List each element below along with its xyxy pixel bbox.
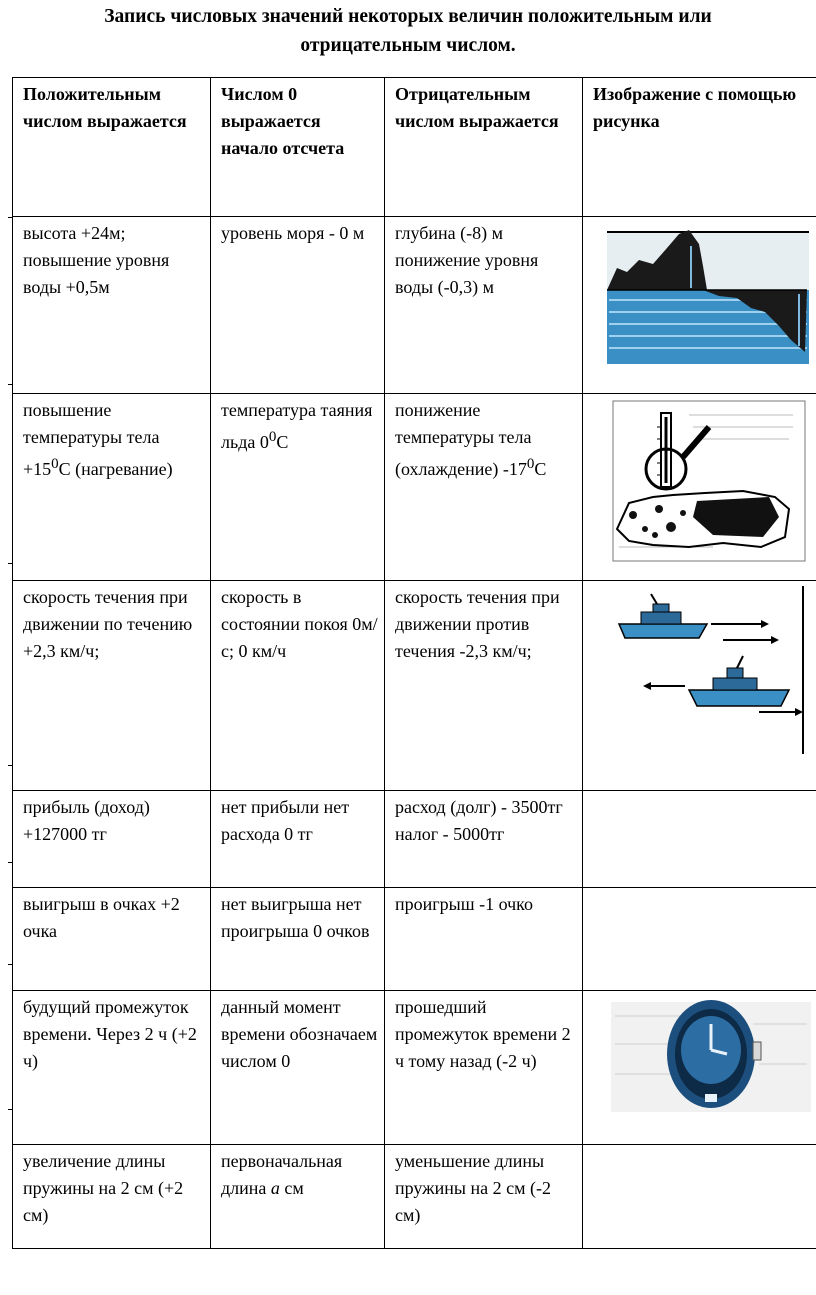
table-row <box>13 888 816 991</box>
cell-zero: температура таяния льда $0^0С$ <box>211 394 385 581</box>
table-row <box>13 581 816 791</box>
header-picture: Изображение с помощью рисунка <box>583 78 816 217</box>
header-zero: Числом 0 выражается начало отсчета <box>211 78 385 217</box>
left-edge-marks <box>0 77 12 1217</box>
values-table <box>12 77 816 1249</box>
table-header-row <box>13 78 816 217</box>
cell-positive: прибыль (доход) +127000 тг <box>13 791 211 888</box>
header-negative: Отрицательным числом выражается <box>385 78 583 217</box>
sea-level-cliff-picture <box>583 217 816 394</box>
cell-picture-empty <box>583 1145 816 1249</box>
table-row <box>13 991 816 1145</box>
cell-zero: уровень моря - 0 м <box>211 217 385 394</box>
cell-negative: скорость течения при движении против течения -2,3 км/ч; <box>385 581 583 791</box>
cell-zero: нет выигрыша нет проигрыша 0 очков <box>211 888 385 991</box>
table-row <box>13 1145 816 1249</box>
cell-negative: глубина (-8) м понижение уровня воды (-0,3) м <box>385 217 583 394</box>
header-positive: Положительным числом выражается <box>13 78 211 217</box>
cell-zero: скорость в состоянии покоя 0м/с; 0 км/ч <box>211 581 385 791</box>
cell-zero: нет прибыли нет расхода 0 тг <box>211 791 385 888</box>
cell-negative: прошедший промежуток времени 2 ч тому назад (-2 ч) <box>385 991 583 1145</box>
cell-positive: повышение температуры тела $+15^0С$ (нагревание) <box>13 394 211 581</box>
cell-negative: уменьшение длины пружины на 2 см (-2 см) <box>385 1145 583 1249</box>
table-row <box>13 217 816 394</box>
title-line-1: Запись числовых значений некоторых величин положительным или <box>104 6 712 27</box>
title-line-2: отрицательным числом. <box>300 35 516 56</box>
cell-negative: расход (долг) - 3500тг налог - 5000тг <box>385 791 583 888</box>
table-row <box>13 394 816 581</box>
cell-negative: понижение температуры тела (охлаждение) $-17^0С$ <box>385 394 583 581</box>
cell-negative: проигрыш -1 очко <box>385 888 583 991</box>
cell-picture-empty <box>583 791 816 888</box>
cell-positive: будущий промежуток времени. Через 2 ч (+2 ч) <box>13 991 211 1145</box>
cell-zero: первоначальная длина а см <box>211 1145 385 1249</box>
cell-positive: высота +24м; повышение уровня воды +0,5м <box>13 217 211 394</box>
clock-picture <box>583 991 816 1145</box>
page-title <box>0 2 816 60</box>
cell-positive: скорость течения при движении по течению +2,3 км/ч; <box>13 581 211 791</box>
cell-picture-empty <box>583 888 816 991</box>
boats-current-picture <box>583 581 816 791</box>
thermometer-ice-picture <box>583 394 816 581</box>
cell-zero: данный момент времени обозначаем числом 0 <box>211 991 385 1145</box>
table-row <box>13 791 816 888</box>
cell-positive: увеличение длины пружины на 2 см (+2 см) <box>13 1145 211 1249</box>
cell-positive: выигрыш в очках +2 очка <box>13 888 211 991</box>
